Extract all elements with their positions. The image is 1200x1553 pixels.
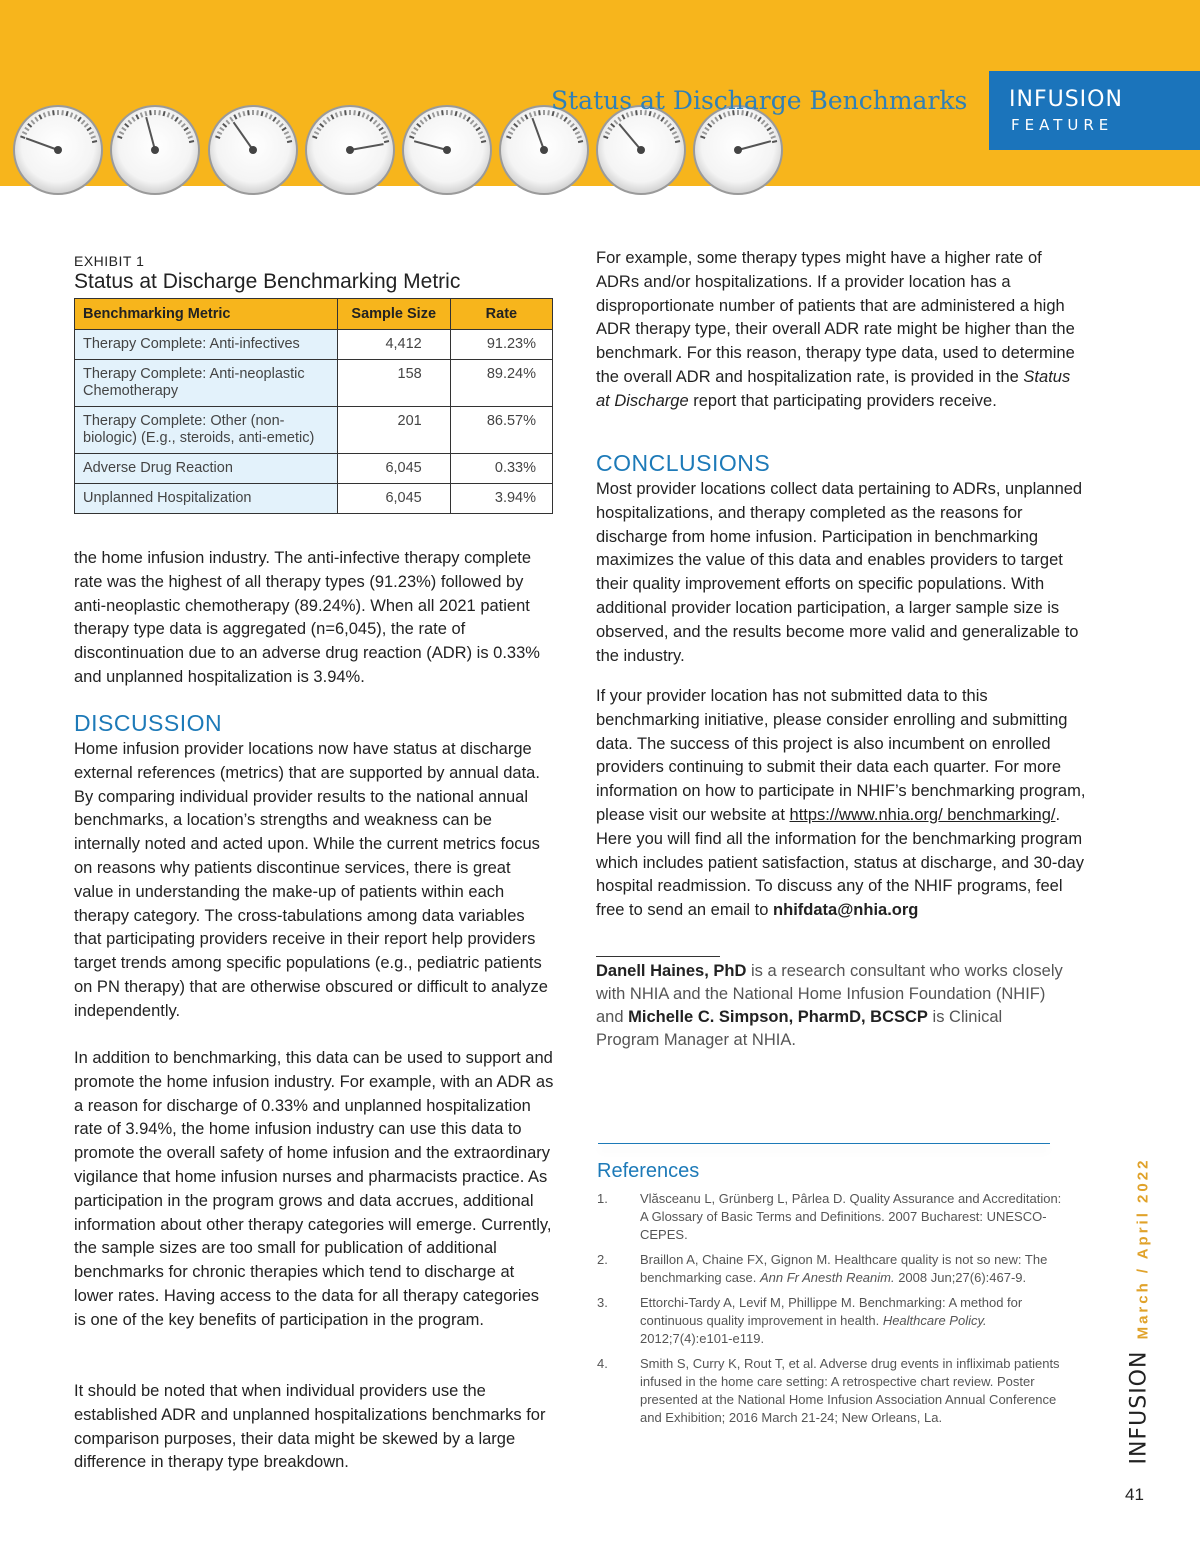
gauge-dial xyxy=(111,106,199,194)
therapy-type-paragraph xyxy=(596,247,1086,414)
bio-text: is Clinical Program Manager at NHIA. xyxy=(596,1008,1003,1049)
gauge-dial xyxy=(14,106,102,194)
table-header-row xyxy=(75,299,553,330)
reference-number: 3. xyxy=(597,1295,608,1310)
references-divider xyxy=(598,1143,1050,1144)
benchmarking-link[interactable]: https://www.nhia.org/ benchmarking/ xyxy=(789,805,1056,824)
intro-paragraph: the home infusion industry. The anti-infective therapy complete rate was the highest of all therapy types (91.23%) followed by anti-neoplastic chemotherapy (89.24%). When all 2021 patient therapy type data is aggregated (n=6,045), the rate of discontinuation due to an adverse drug reaction (ADR) is 0.33% and unplanned hospitalization is 3.94%. xyxy=(74,549,540,686)
report-name: Status at Discharge xyxy=(596,367,1071,410)
reference-text: Braillon A, Chaine FX, Gignon M. Healthcare quality is not so new: The benchmarking case. xyxy=(640,1252,1048,1285)
exhibit-title: Status at Discharge Benchmarking Metric xyxy=(74,270,461,293)
table-row xyxy=(75,454,553,484)
rate-cell: 89.24% xyxy=(450,360,552,407)
gauge-dial xyxy=(500,106,588,194)
reference-item xyxy=(597,1294,1067,1348)
author-name: Danell Haines, PhD xyxy=(596,962,747,980)
paragraph-text: For example, some therapy types might have a higher rate of ADRs and/or hospitalizations. If a provider location has a disproportionate number of patients that are administered a high ADR therapy type, their overall ADR rate might be higher than the benchmark. For this reason, therapy type data, used to determine the overall ADR and hospitalization rate, is provided in the xyxy=(596,249,1075,386)
table-row xyxy=(75,407,553,454)
journal-name: Healthcare Policy. xyxy=(882,1313,987,1328)
brand-subtitle: FEATURE xyxy=(1011,116,1114,134)
issue-date: March / April 2022 xyxy=(1134,1157,1152,1340)
table-row xyxy=(75,360,553,407)
discussion-paragraph-2: In addition to benchmarking, this data can be used to support and promote the home infusion industry. For example, with an ADR as a reason for discharge of 0.33% and unplanned hospitalization rate of 3.94%, the home infusion industry can use this data to promote the overall safety of home infusion and the extraordinary vigilance that home infusion nurses and pharmacists practice. As participation in the program grows and data accrues, additional information about other therapy categories will emerge. Currently, the sample sizes are too small for publication of additional benchmarks for chronic therapies which tend to discharge at lower rates. Having access to the data for all therapy categories is one of the key benefits of participation in the program. xyxy=(74,1049,554,1329)
rate-cell: 91.23% xyxy=(450,330,552,360)
sample-size-cell: 4,412 xyxy=(337,330,450,360)
table-row xyxy=(75,330,553,360)
metric-cell: Adverse Drug Reaction xyxy=(75,454,338,484)
reference-citation: 2012;7(4):e101-e119. xyxy=(640,1331,765,1346)
col-sample-size: Sample Size xyxy=(337,299,450,330)
email-link[interactable]: nhifdata@nhia.org xyxy=(773,901,919,920)
metric-cell: Therapy Complete: Anti-infectives xyxy=(75,330,338,360)
paragraph-text: . Here you will find all the information for the benchmarking program which includes patient satisfaction, status at discharge, and 30-day hospital readmission. To discuss any of the NHIF programs, feel free to send an email to xyxy=(596,805,1084,920)
rate-cell: 0.33% xyxy=(450,454,552,484)
table-row xyxy=(75,484,553,514)
journal-name: Ann Fr Anesth Reanim. xyxy=(759,1270,895,1285)
page-title: Status at Discharge Benchmarks xyxy=(551,86,968,115)
references-heading: References xyxy=(597,1160,700,1182)
reference-item xyxy=(597,1251,1067,1287)
conclusions-paragraph: Most provider locations collect data pertaining to ADRs, unplanned hospitalizations, and therapy completed as the reasons for discharge from home infusion. Participation in benchmarking maximizes the value of this data and enables providers to target their quality improvement efforts on specific populations. With additional provider location participation, a larger sample size is observed, and the results become more valid and generalizable to the industry. xyxy=(596,480,1083,665)
bio-divider xyxy=(596,956,720,957)
reference-item xyxy=(597,1190,1067,1244)
gauge-dial xyxy=(306,106,394,194)
benchmark-table xyxy=(74,298,553,514)
reference-citation: 2008 Jun;27(6):467-9. xyxy=(894,1270,1027,1285)
rate-cell: 3.94% xyxy=(450,484,552,514)
reference-text: Smith S, Curry K, Rout T, et al. Adverse drug events in infliximab patients infused in the home care setting: A retrospective chart review. Poster presented at the National Home Infusion Association Annual Conference and Exhibition; 2016 March 21-24; New Orleans, La. xyxy=(640,1356,1060,1425)
reference-text: Vlăsceanu L, Grünberg L, Pârlea D. Quality Assurance and Accreditation: A Glossary of Basic Terms and Definitions. 2007 Bucharest: UNESCO-CEPES. xyxy=(640,1191,1062,1242)
gauge-dial xyxy=(597,106,685,194)
reference-number: 2. xyxy=(597,1252,608,1267)
reference-item xyxy=(597,1355,1067,1427)
col-metric: Benchmarking Metric xyxy=(75,299,338,330)
gauge-dial xyxy=(694,106,782,194)
brand-logo: INFUSION xyxy=(1009,87,1123,112)
sample-size-cell: 201 xyxy=(337,407,450,454)
rate-cell: 86.57% xyxy=(450,407,552,454)
author-name: Michelle C. Simpson, PharmD, BCSCP xyxy=(628,1008,928,1026)
magazine-logo: INFUSION xyxy=(1126,1350,1152,1465)
participation-paragraph xyxy=(596,685,1086,923)
reference-number: 4. xyxy=(597,1356,608,1371)
exhibit-kicker: EXHIBIT 1 xyxy=(74,253,145,269)
sample-size-cell: 158 xyxy=(337,360,450,407)
discussion-paragraph-3: It should be noted that when individual providers use the established ADR and unplanned hospitalizations benchmarks for comparison purposes, their data might be skewed by a large difference in therapy type breakdown. xyxy=(74,1382,546,1472)
metric-cell: Unplanned Hospitalization xyxy=(75,484,338,514)
feature-badge xyxy=(989,71,1200,150)
col-rate: Rate xyxy=(450,299,552,330)
author-bio xyxy=(596,960,1066,1052)
bio-text: is a research consultant who works closely with NHIA and the National Home Infusion Foundation (NHIF) and xyxy=(596,962,1063,1026)
page-number: 41 xyxy=(1125,1485,1144,1504)
sample-size-cell: 6,045 xyxy=(337,454,450,484)
metric-cell: Therapy Complete: Anti-neoplastic Chemotherapy xyxy=(75,360,338,407)
sample-size-cell: 6,045 xyxy=(337,484,450,514)
discussion-paragraph-1: Home infusion provider locations now have status at discharge external references (metrics) that are supported by annual data. By comparing individual provider results to the national annual benchmarks, a location’s strengths and weakness can be internally noted and acted upon. While the current metrics focus on reasons why patients discontinue services, there is great value in understanding the make-up of patients within each therapy category. The cross-tabulations among data variables that participating providers receive in their report help providers target trends among specific populations (e.g., pediatric patients on PN therapy) that are otherwise obscured or difficult to analyze independently. xyxy=(74,740,548,1020)
gauge-dial xyxy=(403,106,491,194)
paragraph-text: If your provider location has not submitted data to this benchmarking initiative, please consider enrolling and submitting data. The success of this project is also incumbent on enrolled providers continuing to submit their data each quarter. For more information on how to participate in NHIF’s benchmarking program, please visit our website at xyxy=(596,687,1086,824)
reference-text: Ettorchi-Tardy A, Levif M, Phillippe M. Benchmarking: A method for continuous quality improvement in health. xyxy=(640,1295,1023,1328)
reference-number: 1. xyxy=(597,1191,608,1206)
gauge-dial xyxy=(209,106,297,194)
metric-cell: Therapy Complete: Other (non-biologic) (E.g., steroids, anti-emetic) xyxy=(75,407,338,454)
paragraph-text: report that participating providers receive. xyxy=(688,391,997,410)
conclusions-heading: CONCLUSIONS xyxy=(596,450,771,476)
references-list xyxy=(597,1190,1067,1434)
discussion-heading: DISCUSSION xyxy=(74,710,223,736)
